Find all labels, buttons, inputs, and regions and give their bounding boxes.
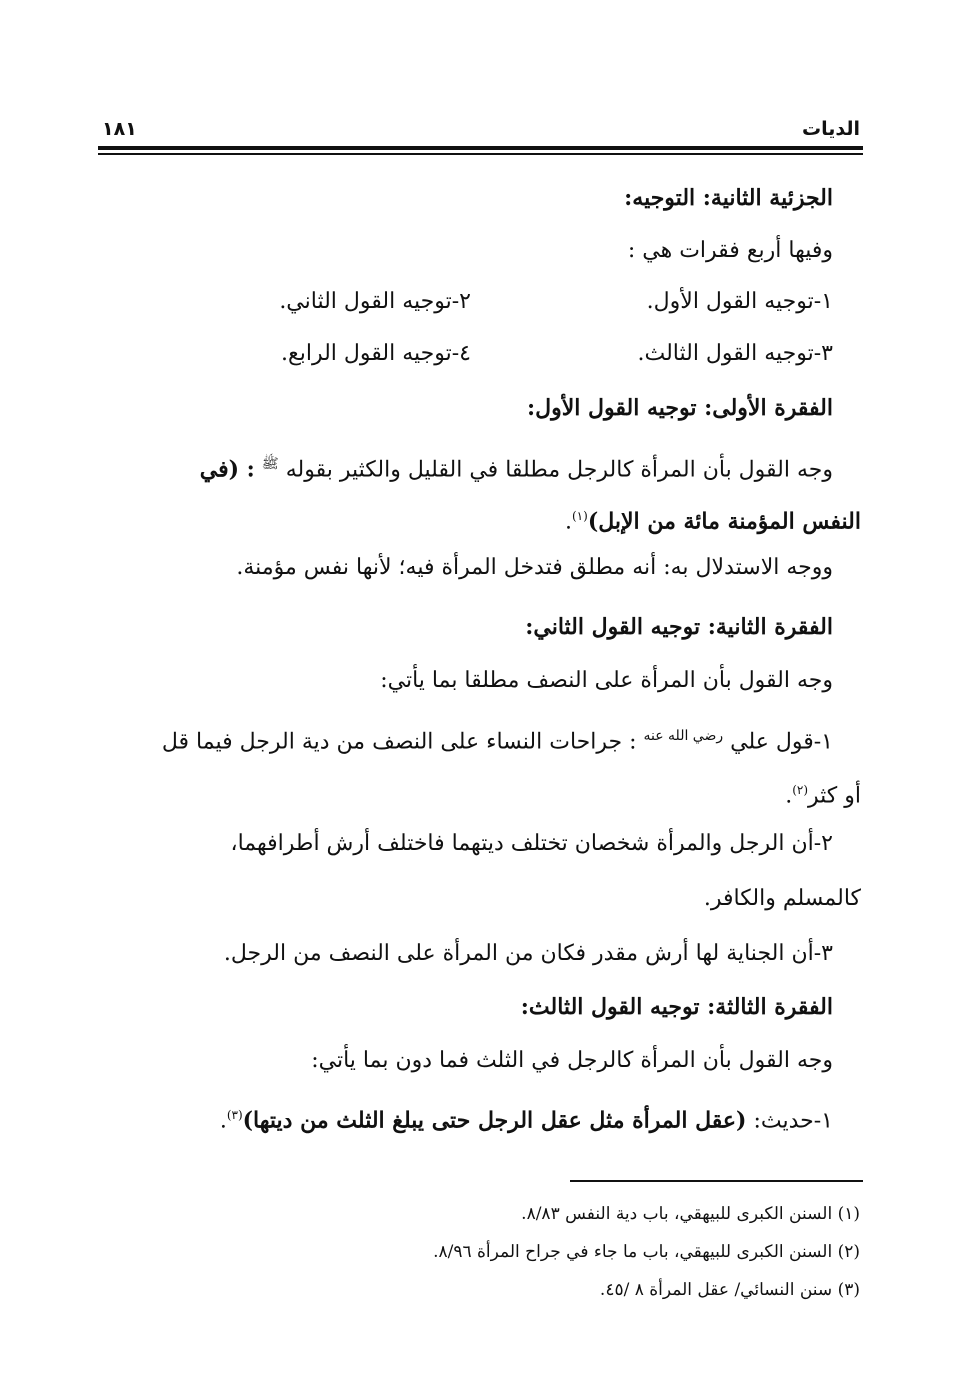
paragraph-2-item-1 [162,721,833,757]
sentence-end: . [785,783,793,809]
item-1-cont-text: أو كثر [808,783,861,809]
list-item-3: ٣-توجيه القول الثالث. [637,341,833,366]
quote-opening: : (في [199,456,255,483]
page-number: ١٨١ [102,118,137,140]
paragraph-1-line-1 [100,449,833,485]
running-header-title: الديات [802,118,860,140]
paragraph-1-line-3: ووجه الاستدلال به: أنه مطلق فتدخل المرأة فيه؛ لأنها نفس مؤمنة. [236,555,833,580]
item-1-lead: ١-قول علي [730,729,833,755]
footnote-3: (٣) سنن النسائي/ عقل المرأة ٨ /٤٥. [599,1280,860,1300]
header-rule-thin [98,153,863,155]
paragraph-1-line-2 [565,501,861,537]
footnote-1: (١) السنن الكبرى للبيهقي، باب دية النفس ٨/٨٣. [521,1204,860,1224]
hadith-quote: (عقل المرأة مثل عقل الرجل حتى يبلغ الثلث من ديتها) [242,1107,747,1134]
list-item-1: ١-توجيه القول الأول. [646,289,833,314]
paragraph-3-item-1 [220,1100,833,1136]
footnote-ref-3: (٣) [226,1108,243,1122]
item-lead: ١-حديث: [753,1108,833,1134]
paragraph-2-item-1-cont [785,775,861,811]
paragraph-2-heading: الفقرة الثانية: توجيه القول الثاني: [525,614,833,640]
hadith-quote: النفس المؤمنة مائة من الإبل) [587,508,861,535]
footnote-ref-1: (١) [571,509,588,523]
header-rule-thick [98,146,863,150]
honorific-glyph: رضي الله عنه [643,728,724,744]
footnote-2: (٢) السنن الكبرى للبيهقي، باب ما جاء في جراح المرأة ٨/٩٦. [433,1242,860,1262]
paragraph-3-intro: وجه القول بأن المرأة كالرجل في الثلث فما دون بما يأتي: [311,1048,833,1073]
paragraph-1-heading: الفقرة الأولى: توجيه القول الأول: [526,395,833,421]
intro-line: وفيها أربع فقرات هي : [627,238,833,263]
paragraph-2-item-2-line-2: كالمسلم والكافر. [703,886,861,911]
footnote-ref-2: (٢) [792,783,809,797]
section-heading: الجزئية الثانية: التوجيه: [624,185,833,211]
item-1-rest: : جراحات النساء على النصف من دية الرجل فيما قل [161,729,637,755]
paragraph-2-intro: وجه القول بأن المرأة على النصف مطلقا بما يأتي: [380,668,833,693]
footnote-separator [570,1180,863,1182]
paragraph-2-item-3: ٣-أن الجناية لها أرش مقدر فكان من المرأة على النصف من الرجل. [223,941,833,966]
paragraph-1-text: وجه القول بأن المرأة كالرجل مطلقا في القليل والكثير بقوله [285,457,833,483]
paragraph-2-item-2-line-1: ٢-أن الرجل والمرأة شخصان تختلف ديتهما فاختلف أرش أطرافهما، [230,831,833,856]
sentence-end: . [564,509,572,535]
sentence-end: . [219,1108,227,1134]
list-item-2: ٢-توجيه القول الثاني. [279,289,471,314]
list-item-4: ٤-توجيه القول الرابع. [281,341,471,366]
paragraph-3-heading: الفقرة الثالثة: توجيه القول الثالث: [520,994,833,1020]
honorific-glyph: ﷺ [261,456,279,472]
